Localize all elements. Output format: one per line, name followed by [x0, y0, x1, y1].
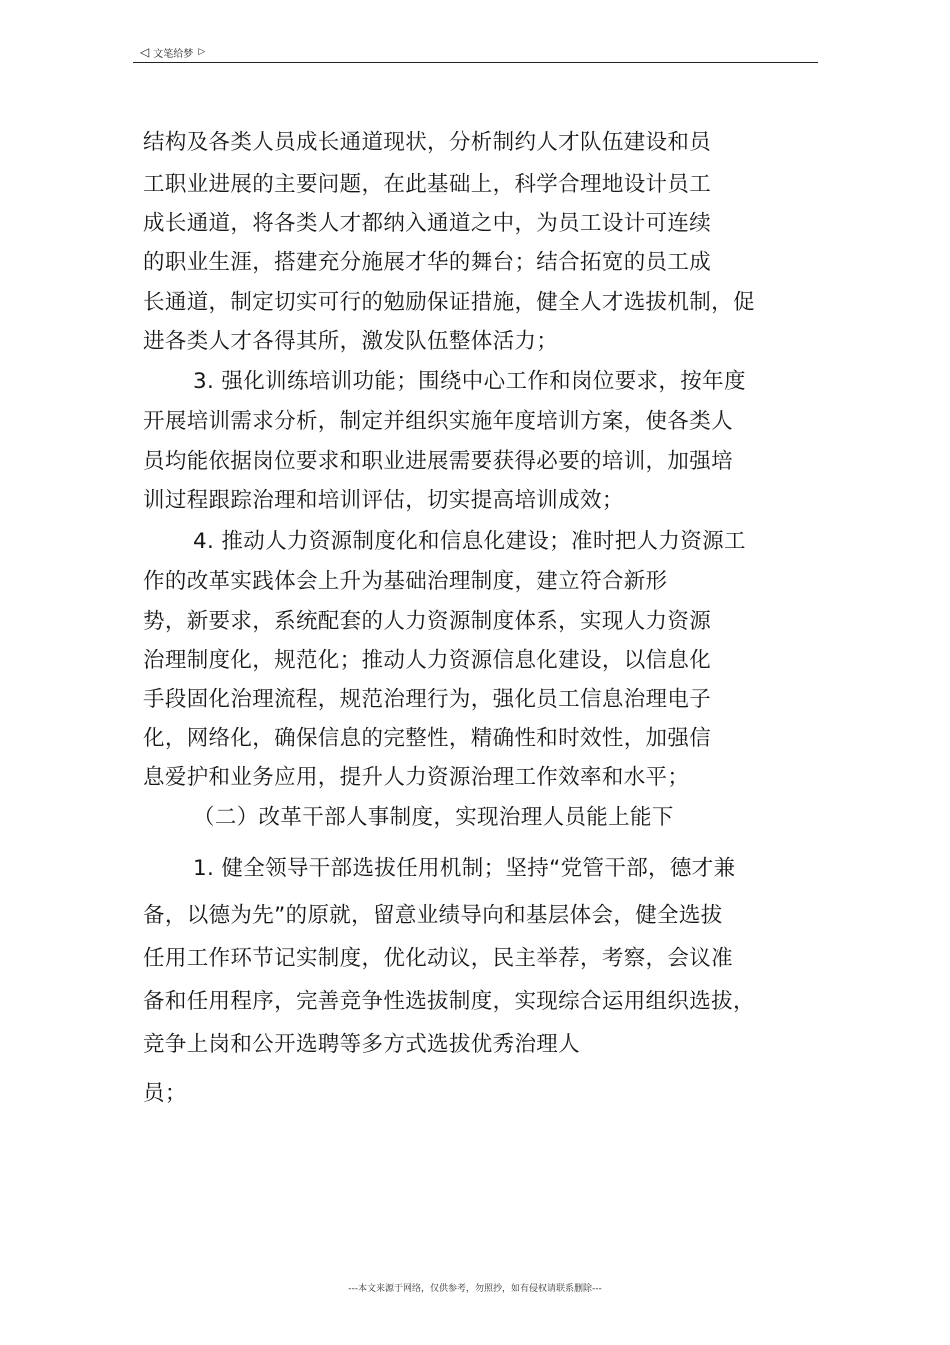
body-line: 开展培训需求分析，制定并组织实施年度培训方案，使各类人: [143, 409, 733, 434]
body-line: 治理制度化，规范化；推动人力资源信息化建设，以信息化: [143, 648, 712, 673]
body-line: 进各类人才各得其所，激发队伍整体活力；: [143, 329, 559, 354]
body-line: 员；: [143, 1081, 187, 1106]
body-line: 备，以德为先”的原就，留意业绩导向和基层体会，健全选拔: [143, 903, 723, 928]
body-line: 工职业进展的主要问题，在此基础上，科学合理地设计员工: [143, 172, 712, 197]
page-footer: ---本文来源于网络，仅供参考，勿照抄，如有侵权请联系删除---: [348, 1284, 602, 1294]
body-line: 训过程跟踪治理和培训评估，切实提高培训成效；: [143, 488, 624, 513]
body-line: 的职业生涯，搭建充分施展才华的舞台；结合拓宽的员工成: [143, 250, 712, 275]
body-line: 长通道，制定切实可行的勉励保证措施，健全人才选拔机制，促: [143, 290, 755, 315]
body-line: 作的改革实践体会上升为基础治理制度，建立符合新形: [143, 569, 668, 594]
body-line: 员均能依据岗位要求和职业进展需要获得必要的培训，加强培: [143, 449, 733, 474]
body-line: 息爱护和业务应用，提升人力资源治理工作效率和水平；: [143, 765, 690, 790]
page-header: [140, 44, 205, 60]
header-divider: [133, 62, 818, 63]
body-line: 备和任用程序，完善竞争性选拔制度，实现综合运用组织选拔，: [143, 989, 755, 1014]
section-heading: （二）改革干部人事制度，实现治理人员能上能下: [193, 805, 674, 830]
right-triangle-icon: ▷: [198, 46, 206, 57]
body-line: 1. 健全领导干部选拔任用机制；坚持“党管干部，德才兼: [193, 856, 736, 881]
left-triangle-icon: ◁: [140, 45, 150, 59]
body-line: 势，新要求，系统配套的人力资源制度体系，实现人力资源: [143, 609, 712, 634]
body-line: 结构及各类人员成长通道现状，分析制约人才队伍建设和员: [143, 130, 712, 155]
body-line: 手段固化治理流程，规范治理行为，强化员工信息治理电子: [143, 687, 712, 712]
body-line: 4. 推动人力资源制度化和信息化建设；准时把人力资源工: [193, 529, 746, 554]
body-line: 化，网络化，确保信息的完整性，精确性和时效性，加强信: [143, 726, 712, 751]
body-line: 竞争上岗和公开选聘等多方式选拔优秀治理人: [143, 1032, 581, 1057]
body-line: 3. 强化训练培训功能；围绕中心工作和岗位要求，按年度: [193, 369, 746, 394]
body-line: 任用工作环节记实制度，优化动议，民主举荐，考察，会议准: [143, 946, 733, 971]
body-line: 成长通道，将各类人才都纳入通道之中，为员工设计可连续: [143, 211, 712, 236]
header-title: 文笔给梦: [153, 48, 194, 60]
